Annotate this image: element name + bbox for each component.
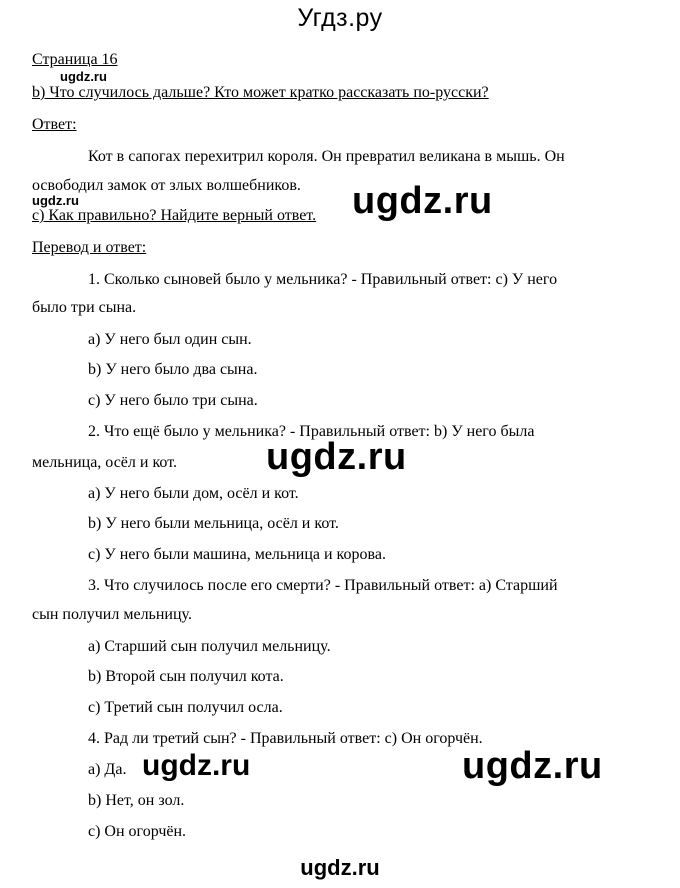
q3-option-a: a) Старший сын получил мельницу. xyxy=(88,638,331,655)
q3-option-c: c) Третий сын получил осла. xyxy=(88,699,283,716)
section-b-question: b) Что случилось дальше? Кто может кратко рассказать по-русски? xyxy=(32,84,489,101)
q2-option-b: b) У него были мельница, осёл и кот. xyxy=(88,515,339,532)
q4-line1: 4. Рад ли третий сын? - Правильный ответ: c) Он огорчён. xyxy=(88,730,483,747)
watermark-large: ugdz.ru xyxy=(462,745,603,787)
q2-option-c: c) У него были машина, мельница и корова. xyxy=(88,546,386,563)
watermark-large: ugdz.ru xyxy=(142,749,251,782)
footer-site: ugdz.ru xyxy=(300,855,380,880)
section-b-answer-line1: Кот в сапогах перехитрил короля. Он превратил великана в мышь. Он xyxy=(88,148,565,165)
watermark-large: ugdz.ru xyxy=(266,436,407,478)
site-title: Угдз.ру xyxy=(297,4,383,32)
q1-line1: 1. Сколько сыновей было у мельника? - Правильный ответ: c) У него xyxy=(88,271,558,288)
section-b-answer-label: Ответ: xyxy=(32,116,77,133)
q2-line1: 2. Что ещё было у мельника? - Правильный ответ: b) У него была xyxy=(88,423,535,440)
q1-option-a: a) У него был один сын. xyxy=(88,331,252,348)
q1-line2: было три сына. xyxy=(32,299,137,316)
q3-option-b: b) Второй сын получил кота. xyxy=(88,668,284,685)
section-b-answer-line2: освободил замок от злых волшебников. xyxy=(32,177,301,194)
q4-option-b: b) Нет, он зол. xyxy=(88,792,185,809)
page-label: Страница 16 xyxy=(32,51,118,68)
q1-option-c: c) У него было три сына. xyxy=(88,392,258,409)
section-c-question: c) Как правильно? Найдите верный ответ. xyxy=(32,207,317,224)
q4-option-c: c) Он огорчён. xyxy=(88,823,187,840)
q1-option-b: b) У него было два сына. xyxy=(88,361,258,378)
q2-option-a: a) У него были дом, осёл и кот. xyxy=(88,485,299,502)
watermark-small: ugdz.ru xyxy=(60,69,107,84)
watermark-large: ugdz.ru xyxy=(352,180,493,222)
q3-line1: 3. Что случилось после его смерти? - Правильный ответ: a) Старший xyxy=(88,577,558,594)
q2-line2: мельница, осёл и кот. xyxy=(32,454,177,471)
q4-option-a: a) Да. xyxy=(88,761,127,778)
section-c-answer-label: Перевод и ответ: xyxy=(32,239,147,256)
watermark-small: ugdz.ru xyxy=(32,193,79,208)
q3-line2: сын получил мельницу. xyxy=(32,606,192,623)
